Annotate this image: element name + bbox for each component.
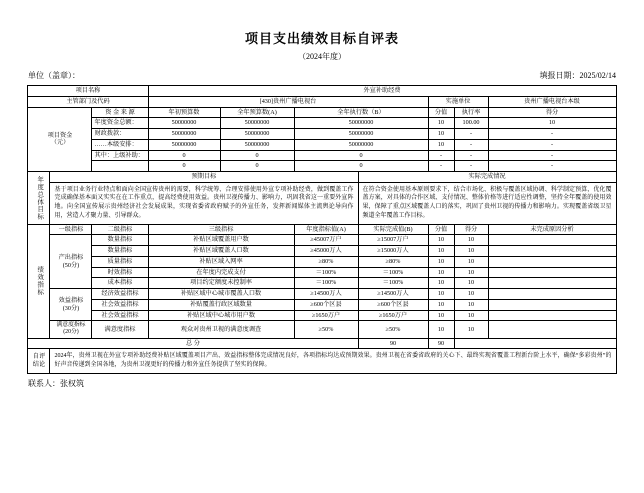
table-row-project-name <box>28 86 616 97</box>
actual-value: ≥1650万户 <box>358 310 428 321</box>
fund-exec: 50000000 <box>294 129 428 140</box>
report-date <box>540 70 616 81</box>
got-value: 10 <box>454 289 488 300</box>
actual-value: ≥50% <box>358 321 428 338</box>
fund-point: 10 <box>488 118 616 129</box>
target-value: ≥80% <box>294 256 358 267</box>
target-value: ≥1650万户 <box>294 310 358 321</box>
annual-goal-label-text: 年度总体目标 <box>36 175 44 220</box>
table-row-fund-0 <box>28 118 616 129</box>
actual-value: ＝100% <box>358 267 428 278</box>
col-score: 分值 <box>428 107 454 118</box>
funds-label <box>28 107 92 172</box>
got-value: 10 <box>454 321 488 338</box>
funds-label-line2: （元） <box>50 139 70 147</box>
fund-rate: - <box>454 150 488 161</box>
fund-rate: 100.00 <box>454 118 488 129</box>
table-row-perf-header <box>28 224 616 235</box>
perf-label <box>28 224 50 338</box>
got-value: 10 <box>454 299 488 310</box>
main-table <box>27 85 616 374</box>
level2: 数量指标 <box>92 246 148 257</box>
fund-score: 10 <box>428 139 454 150</box>
fund-point: - <box>488 129 616 140</box>
col-year-exec: 全年执行数（B） <box>294 107 428 118</box>
got-value: 10 <box>454 267 488 278</box>
level2: 数量指标 <box>92 235 148 246</box>
fund-exec: 50000000 <box>294 118 428 129</box>
header-level2: 二级指标 <box>92 224 148 235</box>
reason-value <box>488 267 616 278</box>
level3: 项目约定额度未控制率 <box>148 278 294 289</box>
target-value: ＝100% <box>294 267 358 278</box>
target-value: ≥14500万人 <box>294 289 358 300</box>
fund-score: - <box>428 150 454 161</box>
actual-value: ≥14500万人 <box>358 289 428 300</box>
table-row-total <box>28 338 616 349</box>
header-got: 得分 <box>454 224 488 235</box>
fund-name: ……本级安排： <box>92 139 148 150</box>
score-value: 10 <box>428 235 454 246</box>
reason-value <box>488 321 616 338</box>
level2: 质量指标 <box>92 256 148 267</box>
fund-point: - <box>488 139 616 150</box>
target-value: ≥45007万户 <box>294 235 358 246</box>
table-row-target-header <box>28 172 616 183</box>
level1-benefit-line2: (30分) <box>62 304 80 312</box>
got-value: 10 <box>454 246 488 257</box>
contact-line <box>28 378 616 389</box>
header-score: 分值 <box>428 224 454 235</box>
conclusion-label-line2: 结论 <box>32 361 46 369</box>
table-row-indicator <box>28 321 616 338</box>
annual-goal-label <box>28 172 50 225</box>
fund-exec: 0 <box>294 150 428 161</box>
fund-rate: - <box>454 139 488 150</box>
page-subtitle-year: （2024年度） <box>298 52 346 61</box>
reason-value <box>488 299 616 310</box>
score-value: 10 <box>428 278 454 289</box>
annual-goal-actual: 在符合资金使用基本原则要求下，结合市场化、积极与覆盖区域协调、科学制定预算，优化覆盖方案，对具体的合作区域、支付情况、整体价格等进行适应性调整，坚持全年覆盖的使用效果，保障了重点区域覆盖人口的落实，巩固了贵州卫视的传播力和影响力。实现覆盖省级卫星频道全年覆盖工作目标。 <box>358 182 616 224</box>
fund-name: 其中：上级补助： <box>92 150 148 161</box>
level1-output <box>50 235 92 289</box>
table-row-conclusion <box>28 349 616 373</box>
contact-label: 联系人： <box>28 378 60 388</box>
col-rate: 执行率 <box>454 107 488 118</box>
fund-point: - <box>488 161 616 172</box>
score-value: 10 <box>428 267 454 278</box>
conclusion-text: 2024年，贵州卫视在外宣专项补助经费补贴区域覆盖项目产出、效益指标整体完成情况良好，各项指标均达成预期效果。贵州卫视在省委省政府的关心下、最终实现省覆盖工程新台阶上水平，确保“多彩贵州”的好声音传递到全国各地，为贵州卫视更好的传播力和外宣任务提供了坚实的保障。 <box>50 349 616 373</box>
target-value: ≥600个区县 <box>294 299 358 310</box>
unit-label: 单位（盖章）： <box>28 71 80 80</box>
contact-name: 张权筑 <box>60 378 84 388</box>
header-target: 年度指标值(A) <box>294 224 358 235</box>
table-row-funds-header <box>28 107 616 118</box>
impl-unit-label: 实施单位 <box>428 96 488 107</box>
reason-value <box>488 289 616 300</box>
target-value: ≥45000万人 <box>294 246 358 257</box>
level3: 补贴区域覆盖用户数 <box>148 235 294 246</box>
target-header-right: 实际完成情况 <box>358 172 616 183</box>
level3: 在年度内完成支付 <box>148 267 294 278</box>
header-reason: 未完成原因分析 <box>488 224 616 235</box>
header-level1: 一级指标 <box>50 224 92 235</box>
score-value: 10 <box>428 256 454 267</box>
actual-value: ≥600个区县 <box>358 299 428 310</box>
level3: 补贴覆盖行政区域数量 <box>148 299 294 310</box>
reason-value <box>488 235 616 246</box>
reason-value <box>488 246 616 257</box>
got-value: 10 <box>454 278 488 289</box>
score-value: 10 <box>428 246 454 257</box>
fund-score: 10 <box>428 118 454 129</box>
header-actual: 实际完成值(B) <box>358 224 428 235</box>
self-evaluation-form-page <box>0 28 644 493</box>
level1-benefit <box>50 289 92 321</box>
level1-output-line2: (50分) <box>62 261 80 269</box>
actual-value: ≥15000万人 <box>358 246 428 257</box>
level2: 社会效益指标 <box>92 299 148 310</box>
dept-value: [430]贵州广播电视台 <box>148 96 428 107</box>
fund-name <box>92 161 148 172</box>
table-row-indicator <box>28 267 616 278</box>
level3: 补贴区域覆盖人口数 <box>148 246 294 257</box>
col-year-total: 全年预算数(A) <box>220 107 294 118</box>
conclusion-label <box>28 349 50 373</box>
report-date-value: 2025/02/14 <box>579 71 616 80</box>
level2: 成本指标 <box>92 278 148 289</box>
fund-name: 年度资金总额： <box>92 118 148 129</box>
fund-exec: 50000000 <box>294 139 428 150</box>
level1-satisfaction <box>50 321 92 338</box>
table-row-indicator <box>28 256 616 267</box>
total-reason <box>454 338 616 349</box>
score-value: 10 <box>428 310 454 321</box>
report-date-label: 填报日期： <box>539 71 580 80</box>
table-row-indicator <box>28 289 616 300</box>
table-row-annual-goal <box>28 182 616 224</box>
reason-value <box>488 256 616 267</box>
annual-goal-expected: 基于项目业务行业特点和面向全国宣传贵州的需要，科学统筹、合理安排使用外宣专项补助经费，做到覆盖工作完成确保基本面又实实在在工作重点，提高经费使用效益。贵州卫视传播力、影响力，巩固我省这一重要外宣阵地。向全国宣传展示贵州经济社会发展成果，实现省委省政府赋予的外宣任务，发挥新闻媒体主流舆论导向作用，营造人才聚力量、引导群众。 <box>50 182 358 224</box>
header-level3: 三级指标 <box>148 224 294 235</box>
project-name-value: 外宣补助经费 <box>148 86 616 97</box>
fund-begin: 50000000 <box>148 129 220 140</box>
total-label: 总 分 <box>28 338 358 349</box>
got-value: 10 <box>454 235 488 246</box>
perf-label-text: 绩效指标 <box>36 266 44 296</box>
target-value: ≥50% <box>294 321 358 338</box>
table-row-indicator <box>28 310 616 321</box>
table-row-fund-3 <box>28 150 616 161</box>
got-value: 10 <box>454 310 488 321</box>
col-point: 得分 <box>488 107 616 118</box>
table-row-fund-2 <box>28 139 616 150</box>
table-row-fund-4 <box>28 161 616 172</box>
reason-value <box>488 310 616 321</box>
fund-total: 50000000 <box>220 139 294 150</box>
target-header-left: 预期目标 <box>50 172 358 183</box>
total-score: 90 <box>358 338 428 349</box>
got-value: 10 <box>454 256 488 267</box>
fund-name: 财政拨款： <box>92 129 148 140</box>
dept-label: 主管部门及代码 <box>28 96 148 107</box>
target-value: ＝100% <box>294 278 358 289</box>
total-got: 90 <box>428 338 454 349</box>
fund-total: 0 <box>220 150 294 161</box>
fund-score: - <box>428 161 454 172</box>
fund-total: 50000000 <box>220 129 294 140</box>
level3: 补贴区域中心城市用户数 <box>148 310 294 321</box>
table-row-fund-1 <box>28 129 616 140</box>
project-name-label: 项目名称 <box>28 86 148 97</box>
fund-score: 10 <box>428 129 454 140</box>
fund-rate: - <box>454 129 488 140</box>
level1-output-line1: 产出指标 <box>58 253 84 261</box>
table-row-indicator <box>28 235 616 246</box>
level3: 观众对贵州卫视的满意度调查 <box>148 321 294 338</box>
page-title: 项目支出绩效目标自评表 <box>244 31 399 46</box>
table-row-indicator <box>28 246 616 257</box>
score-value: 10 <box>428 321 454 338</box>
reason-value <box>488 278 616 289</box>
actual-value: ＝100% <box>358 278 428 289</box>
fund-begin: 50000000 <box>148 118 220 129</box>
table-row-indicator <box>28 299 616 310</box>
conclusion-label-line1: 自评 <box>32 353 46 361</box>
level3: 补贴区域中心城市覆盖人口数 <box>148 289 294 300</box>
level2: 时效指标 <box>92 267 148 278</box>
fund-exec: 0 <box>294 161 428 172</box>
form-meta <box>28 70 616 81</box>
fund-begin: 0 <box>148 161 220 172</box>
fund-total: 50000000 <box>220 118 294 129</box>
level3: 补贴区域入网率 <box>148 256 294 267</box>
fund-total: 0 <box>220 161 294 172</box>
col-year-begin: 年初预算数 <box>148 107 220 118</box>
table-row-indicator <box>28 278 616 289</box>
level1-satisfaction-line1: 满意度指标 <box>56 322 86 329</box>
level1-benefit-line1: 效益指标 <box>58 296 84 304</box>
fund-begin: 0 <box>148 150 220 161</box>
funds-label-line1: 项目资金 <box>47 131 73 139</box>
fund-rate: - <box>454 161 488 172</box>
actual-value: ≥80% <box>358 256 428 267</box>
level2: 经济效益指标 <box>92 289 148 300</box>
level2: 社会效益指标 <box>92 310 148 321</box>
table-row-dept <box>28 96 616 107</box>
impl-unit-value: 贵州广播电视台本级 <box>488 96 616 107</box>
score-value: 10 <box>428 289 454 300</box>
score-value: 10 <box>428 299 454 310</box>
level1-satisfaction-line2: (20分) <box>63 329 79 336</box>
level2: 满意度指标 <box>92 321 148 338</box>
fund-point: - <box>488 150 616 161</box>
actual-value: ≥15007万户 <box>358 235 428 246</box>
col-source: 资 金 来 源 <box>92 107 148 118</box>
fund-begin: 50000000 <box>148 139 220 150</box>
